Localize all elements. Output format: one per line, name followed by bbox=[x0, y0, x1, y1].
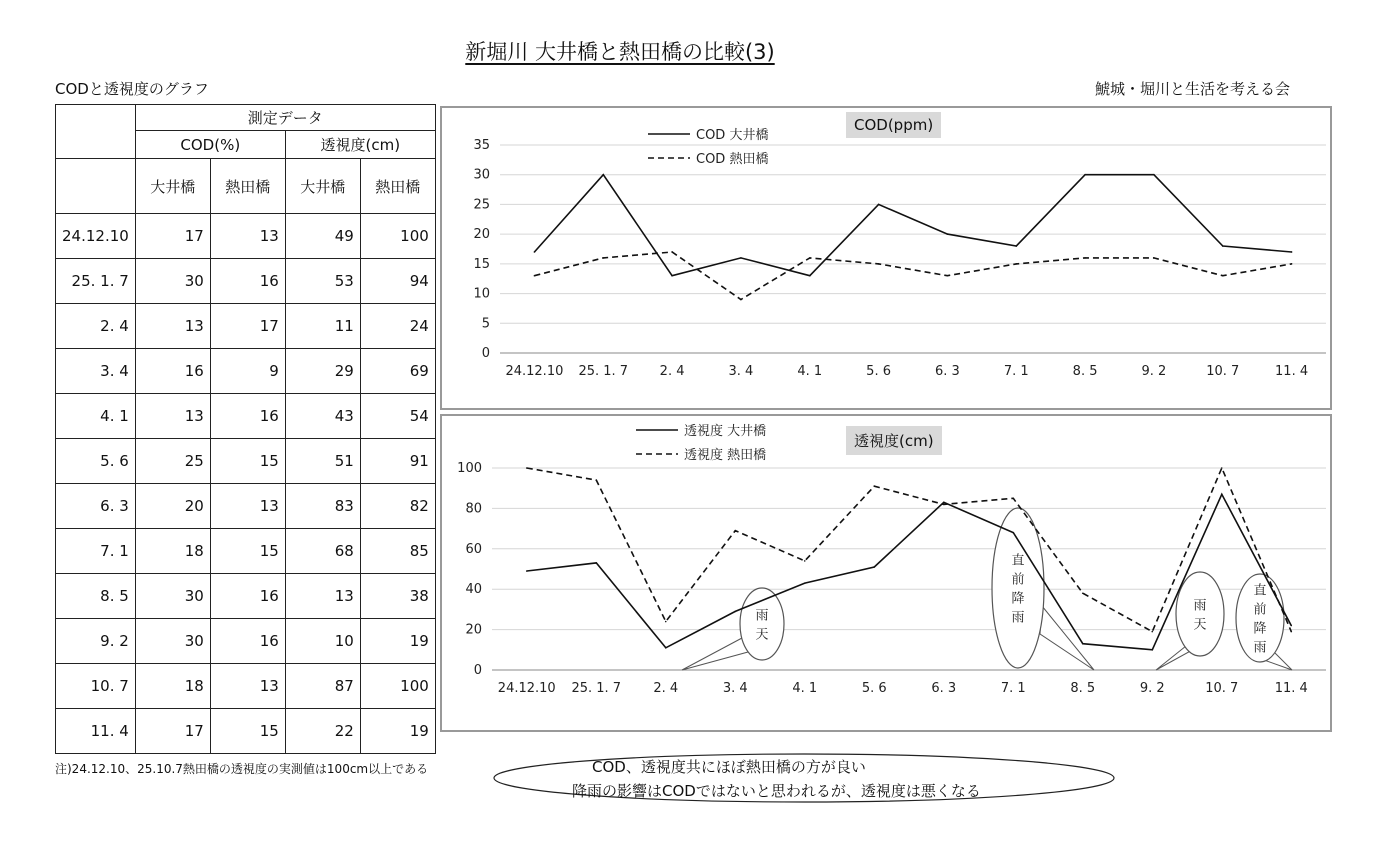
data-point bbox=[671, 275, 673, 277]
data-point bbox=[804, 560, 806, 562]
cod-atsuta-value: 16 bbox=[210, 259, 285, 304]
trans-atsuta-value: 100 bbox=[360, 214, 435, 259]
series-line-oi bbox=[534, 175, 1291, 276]
y-tick-label: 0 bbox=[481, 346, 490, 361]
trans-oi-value: 51 bbox=[285, 439, 360, 484]
y-tick-label: 20 bbox=[473, 227, 490, 243]
data-point bbox=[809, 275, 811, 277]
x-tick-label: 8. 5 bbox=[1070, 681, 1096, 696]
x-tick-label: 3. 4 bbox=[722, 681, 748, 696]
footnote: 注)24.12.10、25.10.7熱田橋の透視度の実測値は100cm以上である bbox=[55, 762, 429, 776]
x-tick-label: 10. 7 bbox=[1205, 681, 1239, 696]
table-row bbox=[56, 664, 436, 709]
cod-atsuta-value: 13 bbox=[210, 484, 285, 529]
data-point bbox=[947, 275, 949, 277]
table-row bbox=[56, 259, 436, 304]
data-point bbox=[943, 502, 945, 504]
summary-callout bbox=[492, 752, 1116, 804]
cod-oi-value: 30 bbox=[135, 259, 210, 304]
cod-atsuta-value: 16 bbox=[210, 394, 285, 439]
trans-col-atsuta: 熱田橋 bbox=[360, 159, 435, 214]
cod-atsuta-value: 16 bbox=[210, 619, 285, 664]
x-tick-label: 9. 2 bbox=[1141, 364, 1167, 379]
cod-col-atsuta: 熱田橋 bbox=[210, 159, 285, 214]
y-tick-label: 30 bbox=[473, 167, 490, 183]
x-tick-label: 24.12.10 bbox=[497, 681, 556, 696]
trans-oi-value: 87 bbox=[285, 664, 360, 709]
rain-callout bbox=[740, 588, 784, 660]
table-row bbox=[56, 484, 436, 529]
trans-oi-value: 68 bbox=[285, 529, 360, 574]
y-tick-label: 60 bbox=[465, 541, 482, 557]
x-tick-label: 4. 1 bbox=[792, 681, 818, 696]
cod-atsuta-value: 9 bbox=[210, 349, 285, 394]
row-date: 6. 3 bbox=[56, 484, 136, 529]
legend-label: 透視度 大井橋 bbox=[684, 424, 767, 439]
x-tick-label: 2. 4 bbox=[653, 681, 679, 696]
rain-callout bbox=[992, 508, 1044, 668]
trans-atsuta-value: 24 bbox=[360, 304, 435, 349]
trans-oi-value: 29 bbox=[285, 349, 360, 394]
cod-oi-value: 13 bbox=[135, 304, 210, 349]
data-point bbox=[595, 562, 597, 564]
data-point bbox=[1221, 493, 1223, 495]
data-point bbox=[665, 621, 667, 623]
x-tick-label: 8. 5 bbox=[1072, 364, 1098, 379]
y-tick-label: 35 bbox=[473, 138, 490, 153]
data-point bbox=[595, 479, 597, 481]
x-tick-label: 10. 7 bbox=[1206, 364, 1240, 379]
transparency-header: 透視度(cm) bbox=[285, 131, 435, 159]
data-point bbox=[665, 647, 667, 649]
trans-oi-value: 10 bbox=[285, 619, 360, 664]
cod-chart-panel bbox=[440, 106, 1332, 410]
data-point bbox=[1153, 174, 1155, 176]
cod-col-oi: 大井橋 bbox=[135, 159, 210, 214]
cod-atsuta-value: 13 bbox=[210, 664, 285, 709]
trans-atsuta-value: 38 bbox=[360, 574, 435, 619]
trans-oi-value: 83 bbox=[285, 484, 360, 529]
legend-label: COD 大井橋 bbox=[696, 128, 769, 143]
series-line-atsuta bbox=[534, 252, 1291, 300]
cod-oi-value: 30 bbox=[135, 574, 210, 619]
row-date: 9. 2 bbox=[56, 619, 136, 664]
x-tick-label: 11. 4 bbox=[1274, 681, 1308, 696]
x-tick-label: 5. 6 bbox=[861, 681, 887, 696]
callout-text: 直前降雨 bbox=[1011, 553, 1025, 626]
trans-atsuta-value: 94 bbox=[360, 259, 435, 304]
trans-atsuta-value: 85 bbox=[360, 529, 435, 574]
trans-atsuta-value: 69 bbox=[360, 349, 435, 394]
cod-atsuta-value: 15 bbox=[210, 529, 285, 574]
table-row bbox=[56, 439, 436, 484]
row-date: 3. 4 bbox=[56, 349, 136, 394]
table-row bbox=[56, 619, 436, 664]
x-tick-label: 3. 4 bbox=[728, 364, 754, 379]
x-tick-label: 6. 3 bbox=[931, 681, 957, 696]
data-point bbox=[671, 251, 673, 253]
x-tick-label: 5. 6 bbox=[866, 364, 891, 379]
row-date: 24.12.10 bbox=[56, 214, 136, 259]
callout-text: 雨天 bbox=[755, 608, 769, 643]
y-tick-label: 80 bbox=[465, 501, 482, 517]
data-point bbox=[1082, 592, 1084, 594]
callout-tail bbox=[1040, 606, 1094, 670]
trans-atsuta-value: 54 bbox=[360, 394, 435, 439]
chart-subtitle: CODと透視度のグラフ bbox=[55, 80, 209, 98]
x-tick-label: 4. 1 bbox=[797, 364, 823, 379]
data-point bbox=[534, 275, 536, 277]
data-point bbox=[1290, 625, 1292, 627]
x-tick-label: 7. 1 bbox=[1003, 364, 1029, 379]
data-point bbox=[1084, 174, 1086, 176]
data-point bbox=[1290, 631, 1292, 633]
cod-oi-value: 13 bbox=[135, 394, 210, 439]
data-point bbox=[734, 530, 736, 532]
callout-text: 雨天 bbox=[1193, 598, 1207, 633]
callout-tail bbox=[682, 638, 748, 670]
data-point bbox=[602, 174, 604, 176]
trans-oi-value: 13 bbox=[285, 574, 360, 619]
summary-line-1: COD、透視度共にほぼ熱田橋の方が良い bbox=[592, 758, 866, 776]
table-row bbox=[56, 349, 436, 394]
x-tick-label: 25. 1. 7 bbox=[578, 364, 629, 379]
row-date: 10. 7 bbox=[56, 664, 136, 709]
summary-line-2: 降雨の影響はCODではないと思われるが、透視度は悪くなる bbox=[572, 782, 981, 800]
y-tick-label: 25 bbox=[473, 197, 490, 213]
data-point bbox=[873, 485, 875, 487]
trans-atsuta-value: 82 bbox=[360, 484, 435, 529]
x-tick-label: 7. 1 bbox=[1000, 681, 1026, 696]
legend-label: 透視度 熱田橋 bbox=[684, 448, 767, 463]
callout-text: 直前降雨 bbox=[1253, 583, 1267, 656]
table-corner-cell bbox=[56, 105, 136, 159]
data-point bbox=[526, 467, 528, 469]
transparency-chart-title: 透視度(cm) bbox=[846, 426, 942, 455]
table-row bbox=[56, 304, 436, 349]
data-point bbox=[602, 257, 604, 259]
cod-atsuta-value: 15 bbox=[210, 709, 285, 754]
data-point bbox=[1153, 257, 1155, 259]
row-date: 7. 1 bbox=[56, 529, 136, 574]
data-point bbox=[1291, 263, 1293, 265]
y-tick-label: 0 bbox=[473, 663, 482, 678]
y-tick-label: 5 bbox=[481, 316, 490, 332]
y-tick-label: 40 bbox=[465, 582, 482, 598]
trans-oi-value: 43 bbox=[285, 394, 360, 439]
data-point bbox=[1221, 467, 1223, 469]
data-point bbox=[1151, 649, 1153, 651]
trans-oi-value: 22 bbox=[285, 709, 360, 754]
cod-oi-value: 25 bbox=[135, 439, 210, 484]
x-tick-label: 25. 1. 7 bbox=[571, 681, 622, 696]
rain-callout bbox=[1176, 572, 1224, 656]
row-date: 4. 1 bbox=[56, 394, 136, 439]
trans-atsuta-value: 19 bbox=[360, 619, 435, 664]
cod-oi-value: 17 bbox=[135, 214, 210, 259]
y-tick-label: 20 bbox=[465, 622, 482, 638]
row-date: 11. 4 bbox=[56, 709, 136, 754]
cod-atsuta-value: 15 bbox=[210, 439, 285, 484]
data-point bbox=[943, 504, 945, 506]
data-point bbox=[1084, 257, 1086, 259]
data-point bbox=[1015, 245, 1017, 247]
x-tick-label: 11. 4 bbox=[1275, 364, 1309, 379]
table-row bbox=[56, 709, 436, 754]
cod-oi-value: 17 bbox=[135, 709, 210, 754]
data-point bbox=[734, 611, 736, 613]
transparency-chart-panel bbox=[440, 414, 1332, 732]
data-point bbox=[873, 566, 875, 568]
trans-oi-value: 11 bbox=[285, 304, 360, 349]
y-tick-label: 10 bbox=[473, 286, 490, 302]
x-tick-label: 6. 3 bbox=[935, 364, 960, 379]
cod-chart-title: COD(ppm) bbox=[846, 112, 941, 138]
data-point bbox=[740, 299, 742, 301]
data-point bbox=[534, 251, 536, 253]
cod-oi-value: 18 bbox=[135, 664, 210, 709]
data-point bbox=[1291, 251, 1293, 253]
data-point bbox=[1222, 275, 1224, 277]
data-point bbox=[1012, 532, 1014, 534]
cod-atsuta-value: 13 bbox=[210, 214, 285, 259]
cod-header: COD(%) bbox=[135, 131, 285, 159]
data-point bbox=[804, 582, 806, 584]
data-point bbox=[878, 204, 880, 206]
trans-oi-value: 53 bbox=[285, 259, 360, 304]
row-date: 25. 1. 7 bbox=[56, 259, 136, 304]
row-date: 2. 4 bbox=[56, 304, 136, 349]
trans-atsuta-value: 91 bbox=[360, 439, 435, 484]
row-date: 5. 6 bbox=[56, 439, 136, 484]
y-tick-label: 100 bbox=[457, 461, 482, 476]
row-date: 8. 5 bbox=[56, 574, 136, 619]
transparency-chart bbox=[442, 416, 1330, 730]
cod-chart bbox=[442, 108, 1330, 408]
x-tick-label: 24.12.10 bbox=[505, 364, 564, 379]
data-point bbox=[1012, 498, 1014, 500]
measurement-table bbox=[55, 104, 436, 754]
cod-oi-value: 30 bbox=[135, 619, 210, 664]
trans-oi-value: 49 bbox=[285, 214, 360, 259]
table-row bbox=[56, 214, 436, 259]
table-row bbox=[56, 394, 436, 439]
data-point bbox=[1151, 631, 1153, 633]
cod-atsuta-value: 16 bbox=[210, 574, 285, 619]
data-point bbox=[1082, 643, 1084, 645]
table-row bbox=[56, 529, 436, 574]
data-point bbox=[1015, 263, 1017, 265]
legend-label: COD 熱田橋 bbox=[696, 152, 769, 167]
data-point bbox=[1222, 245, 1224, 247]
page-title: 新堀川 大井橋と熱田橋の比較(3) bbox=[465, 40, 775, 64]
cod-oi-value: 20 bbox=[135, 484, 210, 529]
table-row bbox=[56, 574, 436, 619]
cod-atsuta-value: 17 bbox=[210, 304, 285, 349]
trans-atsuta-value: 19 bbox=[360, 709, 435, 754]
y-tick-label: 15 bbox=[473, 256, 490, 272]
cod-oi-value: 16 bbox=[135, 349, 210, 394]
organization-name: 鯱城・堀川と生活を考える会 bbox=[1094, 80, 1290, 98]
data-point bbox=[878, 263, 880, 265]
trans-col-oi: 大井橋 bbox=[285, 159, 360, 214]
group-header: 測定データ bbox=[135, 105, 435, 131]
x-tick-label: 9. 2 bbox=[1139, 681, 1165, 696]
x-tick-label: 2. 4 bbox=[659, 364, 685, 379]
trans-atsuta-value: 100 bbox=[360, 664, 435, 709]
data-point bbox=[740, 257, 742, 259]
data-point bbox=[526, 570, 528, 572]
data-point bbox=[947, 233, 949, 235]
data-point bbox=[809, 257, 811, 259]
cod-oi-value: 18 bbox=[135, 529, 210, 574]
date-header-cell bbox=[56, 159, 136, 214]
